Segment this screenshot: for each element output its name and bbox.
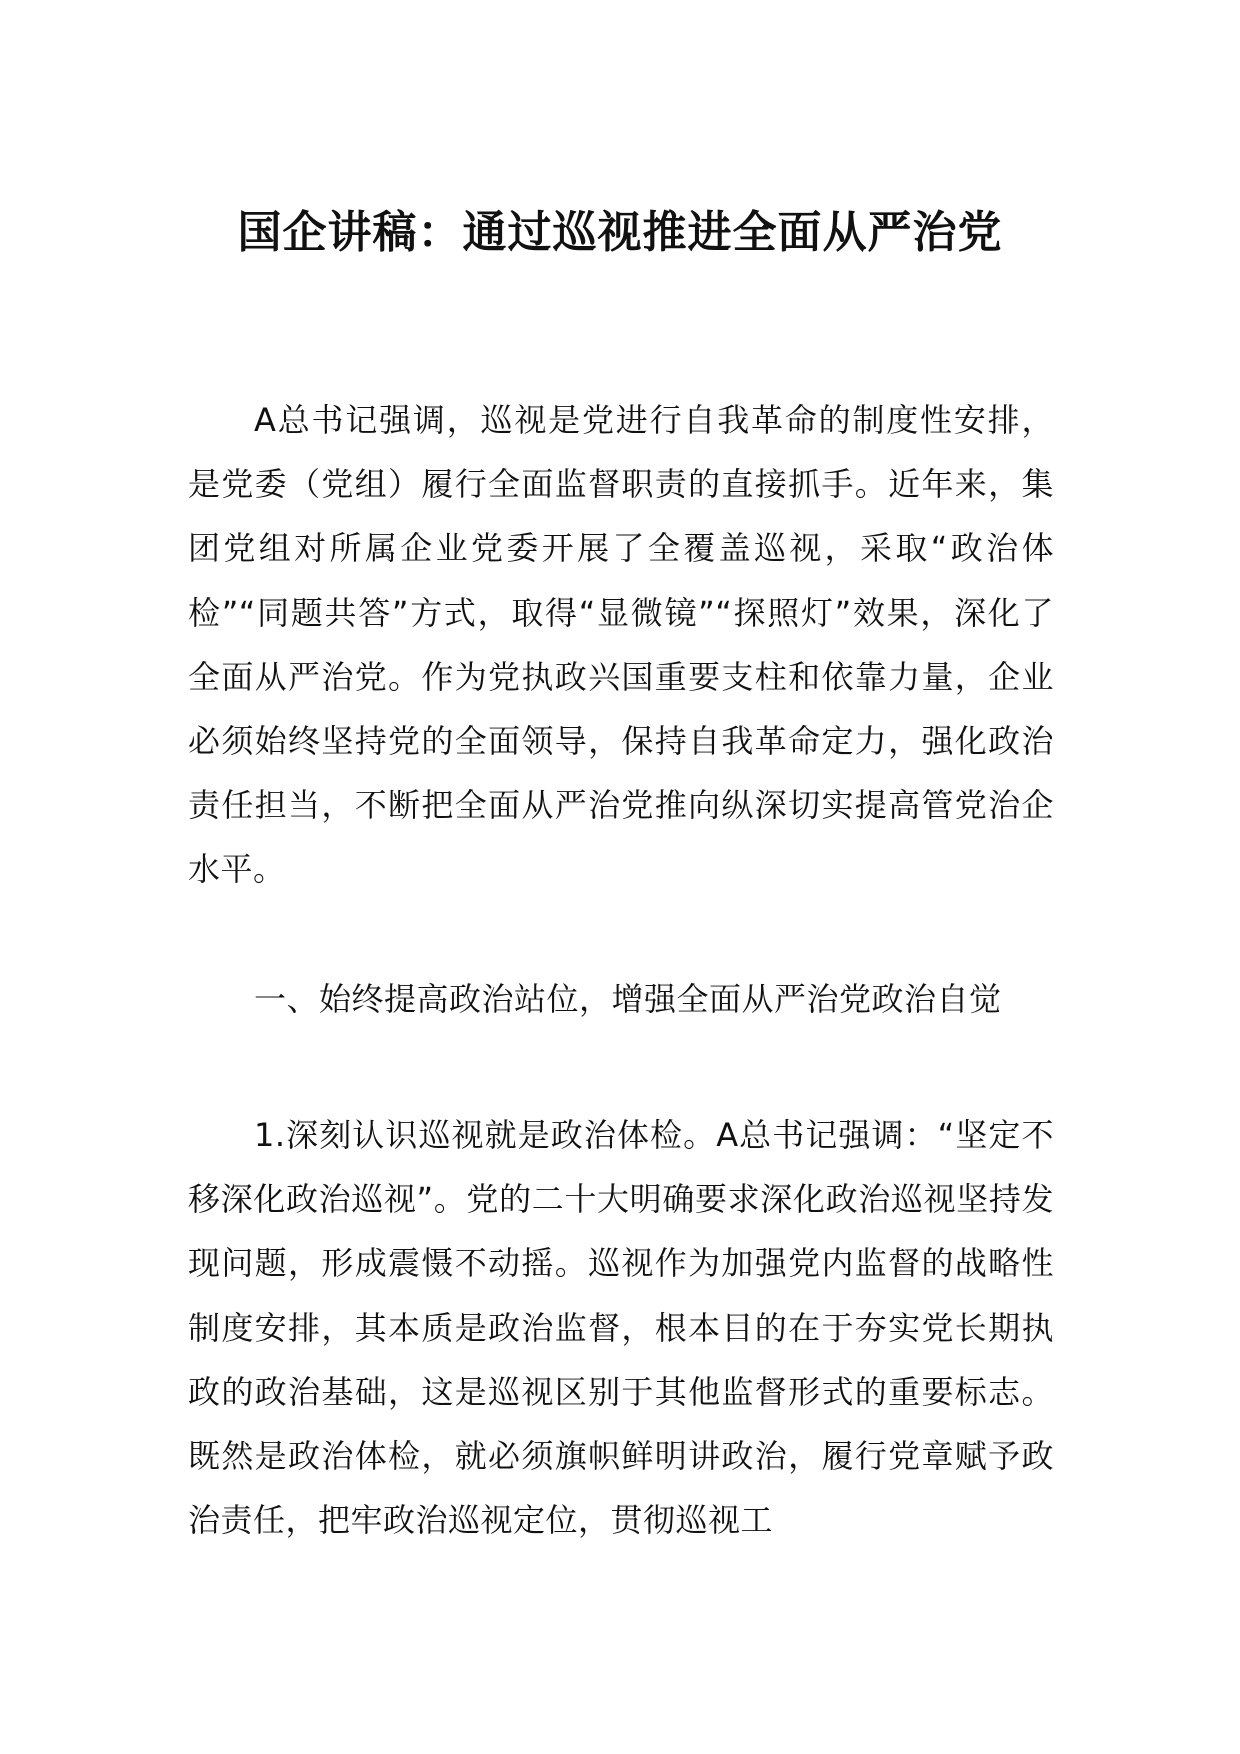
intro-paragraph: A总书记强调，巡视是党进行自我革命的制度性安排，是党委（党组）履行全面监督职责的直接抓手。近年来，集团党组对所属企业党委开展了全覆盖巡视，采取“政治体检”“同题共答”方式，取得“显微镜”“探照灯”效果，深化了全面从严治党。作为党执政兴国重要支柱和依靠力量，企业必须始终坚持党的全面领导，保持自我革命定力，强化政治责任担当，不断把全面从严治党推向纵深切实提高管党治企水平。	[188, 401, 1054, 889]
section-heading: 一、始终提高政治站位，增强全面从严治党政治自觉	[254, 980, 1002, 1018]
body-paragraph: 1.深刻认识巡视就是政治体检。A总书记强调：“坚定不移深化政治巡视”。党的二十大明确要求深化政治巡视坚持发现问题，形成震慑不动摇。巡视作为加强党内监督的战略性制度安排，其本质是政治监督，根本目的在于夯实党长期执政的政治基础，这是巡视区别于其他监督形式的重要标志。既然是政治体检，就必须旗帜鲜明讲政治，履行党章赋予政治责任，把牢政治巡视定位，贯彻巡视工	[188, 1116, 1054, 1540]
document-title: 国企讲稿：通过巡视推进全面从严治党	[237, 207, 1003, 258]
